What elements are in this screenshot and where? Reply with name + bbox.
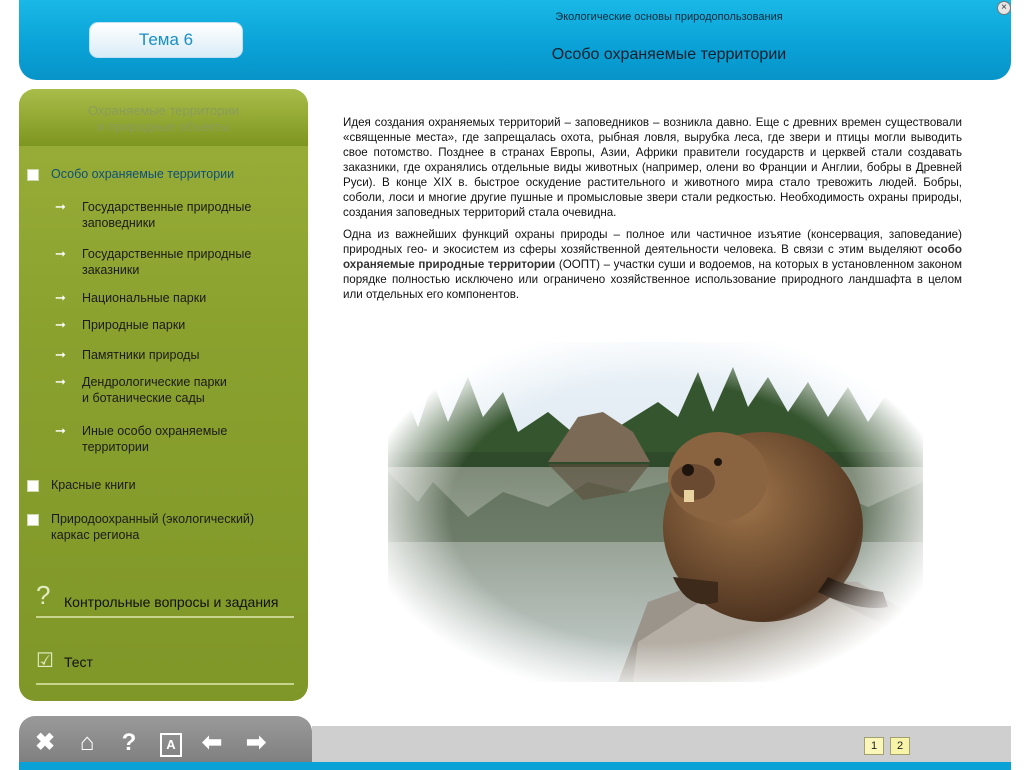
- sidebar-heading: [19, 89, 308, 146]
- page-2-button[interactable]: 2: [890, 737, 910, 755]
- beaver-photo: [388, 342, 923, 682]
- main-content: [343, 115, 962, 309]
- arrow-right-icon: ➞: [55, 347, 66, 362]
- sidebar-item-label-line2: каркас региона: [51, 528, 140, 542]
- subitem-label-line1: Государственные природные: [82, 247, 252, 261]
- sidebar: [19, 89, 308, 701]
- header-bar: [19, 0, 1011, 80]
- subitem-label-line1: Памятники природы: [82, 348, 200, 362]
- questions-link[interactable]: [36, 580, 294, 618]
- subitem-label-line2: и ботанические сады: [82, 391, 205, 405]
- window-close-icon[interactable]: ×: [997, 1, 1011, 15]
- question-mark-icon: ?: [36, 580, 51, 610]
- subitem-label-line1: Иные особо охраняемые: [82, 424, 228, 438]
- test-label: Тест: [64, 654, 93, 670]
- content-paragraph-2: Одна из важнейших функций охраны природы – полное или частичное изъятие (консервация, заповедание) природных гео- и экосистем из сферы хозяйственной деятельности человека. В связи с этим выделяют особо охраняемые природные территории (ООПТ) – участки суши и водоемов, на которых в установленном законом порядке полностью исключено или ограничено хозяйственное использование природного ландшафта в целом или отдельных его компонентов.: [343, 228, 963, 301]
- checkbox-icon: [27, 514, 39, 526]
- sidebar-heading-line2: и природные объекты: [97, 119, 230, 134]
- topic-button[interactable]: Тема 6: [89, 22, 243, 58]
- page-1-button[interactable]: 1: [864, 737, 884, 755]
- checkbox-icon: [27, 480, 39, 492]
- arrow-right-icon: ➞: [55, 423, 66, 438]
- arrow-right-icon: ➞: [55, 317, 66, 332]
- arrow-right-icon: ➞: [55, 199, 66, 214]
- content-paragraph-1: Идея создания охраняемых территорий – заповедников – возникла давно. Еще с древних времен существовали «священные места», где запрещалась охота, рыбная ловля, вырубка леса, где звери и птицы могли выводить свое потомство. Позднее в странах Европы, Азии, Африки правители государств и церквей стали создавать заказники, где охранялись отдельные виды животных (например, олени во Франции и Англии, бобры в Древней Руси). В конце XIX в. быстрое оскудение растительного и животного мира стало тревожить людей. Бобры, соболи, лоси и многие другие пушные и промысловые звери стали редкостью. Необходимость охраны природы, создания заповедных территорий стала очевидна.: [343, 116, 962, 219]
- subitem-label-line1: Природные парки: [82, 318, 186, 332]
- sidebar-item-label: Красные книги: [51, 478, 136, 492]
- test-checklist-icon: ☑: [36, 650, 54, 672]
- home-icon[interactable]: ⌂: [79, 729, 95, 756]
- subitem-label-line1: Государственные природные: [82, 200, 252, 214]
- subitem-label-line1: Национальные парки: [82, 291, 207, 305]
- arrow-right-icon: ➞: [55, 374, 66, 389]
- bottom-strip: [19, 762, 1011, 770]
- subitem-label-line2: заповедники: [82, 216, 156, 230]
- sidebar-item-label-line1: Природоохранный (экологический): [51, 512, 255, 526]
- close-icon[interactable]: ✖: [34, 729, 56, 756]
- arrow-left-icon[interactable]: ⬅: [201, 729, 223, 756]
- page-title: Особо охраняемые территории: [551, 46, 787, 63]
- help-icon[interactable]: ?: [121, 729, 137, 756]
- arrow-right-icon[interactable]: ➡: [245, 729, 267, 756]
- arrow-right-icon: ➞: [55, 290, 66, 305]
- highlighted-term: особо охраняемые природные территории: [343, 243, 962, 271]
- sidebar-item-label: Особо охраняемые территории: [51, 167, 235, 181]
- subitem-label-line1: Дендрологические парки: [82, 375, 227, 389]
- questions-label: Контрольные вопросы и задания: [64, 594, 279, 610]
- subitem-label-line2: территории: [82, 440, 149, 454]
- checkbox-icon: [27, 169, 39, 181]
- course-title: Экологические основы природопользования: [555, 11, 783, 23]
- subitem-label-line2: заказники: [82, 263, 140, 277]
- glossary-icon[interactable]: A: [156, 728, 186, 758]
- sidebar-heading-line1: Охраняемые территории: [87, 103, 240, 118]
- arrow-right-icon: ➞: [55, 246, 66, 261]
- test-link[interactable]: [36, 650, 294, 685]
